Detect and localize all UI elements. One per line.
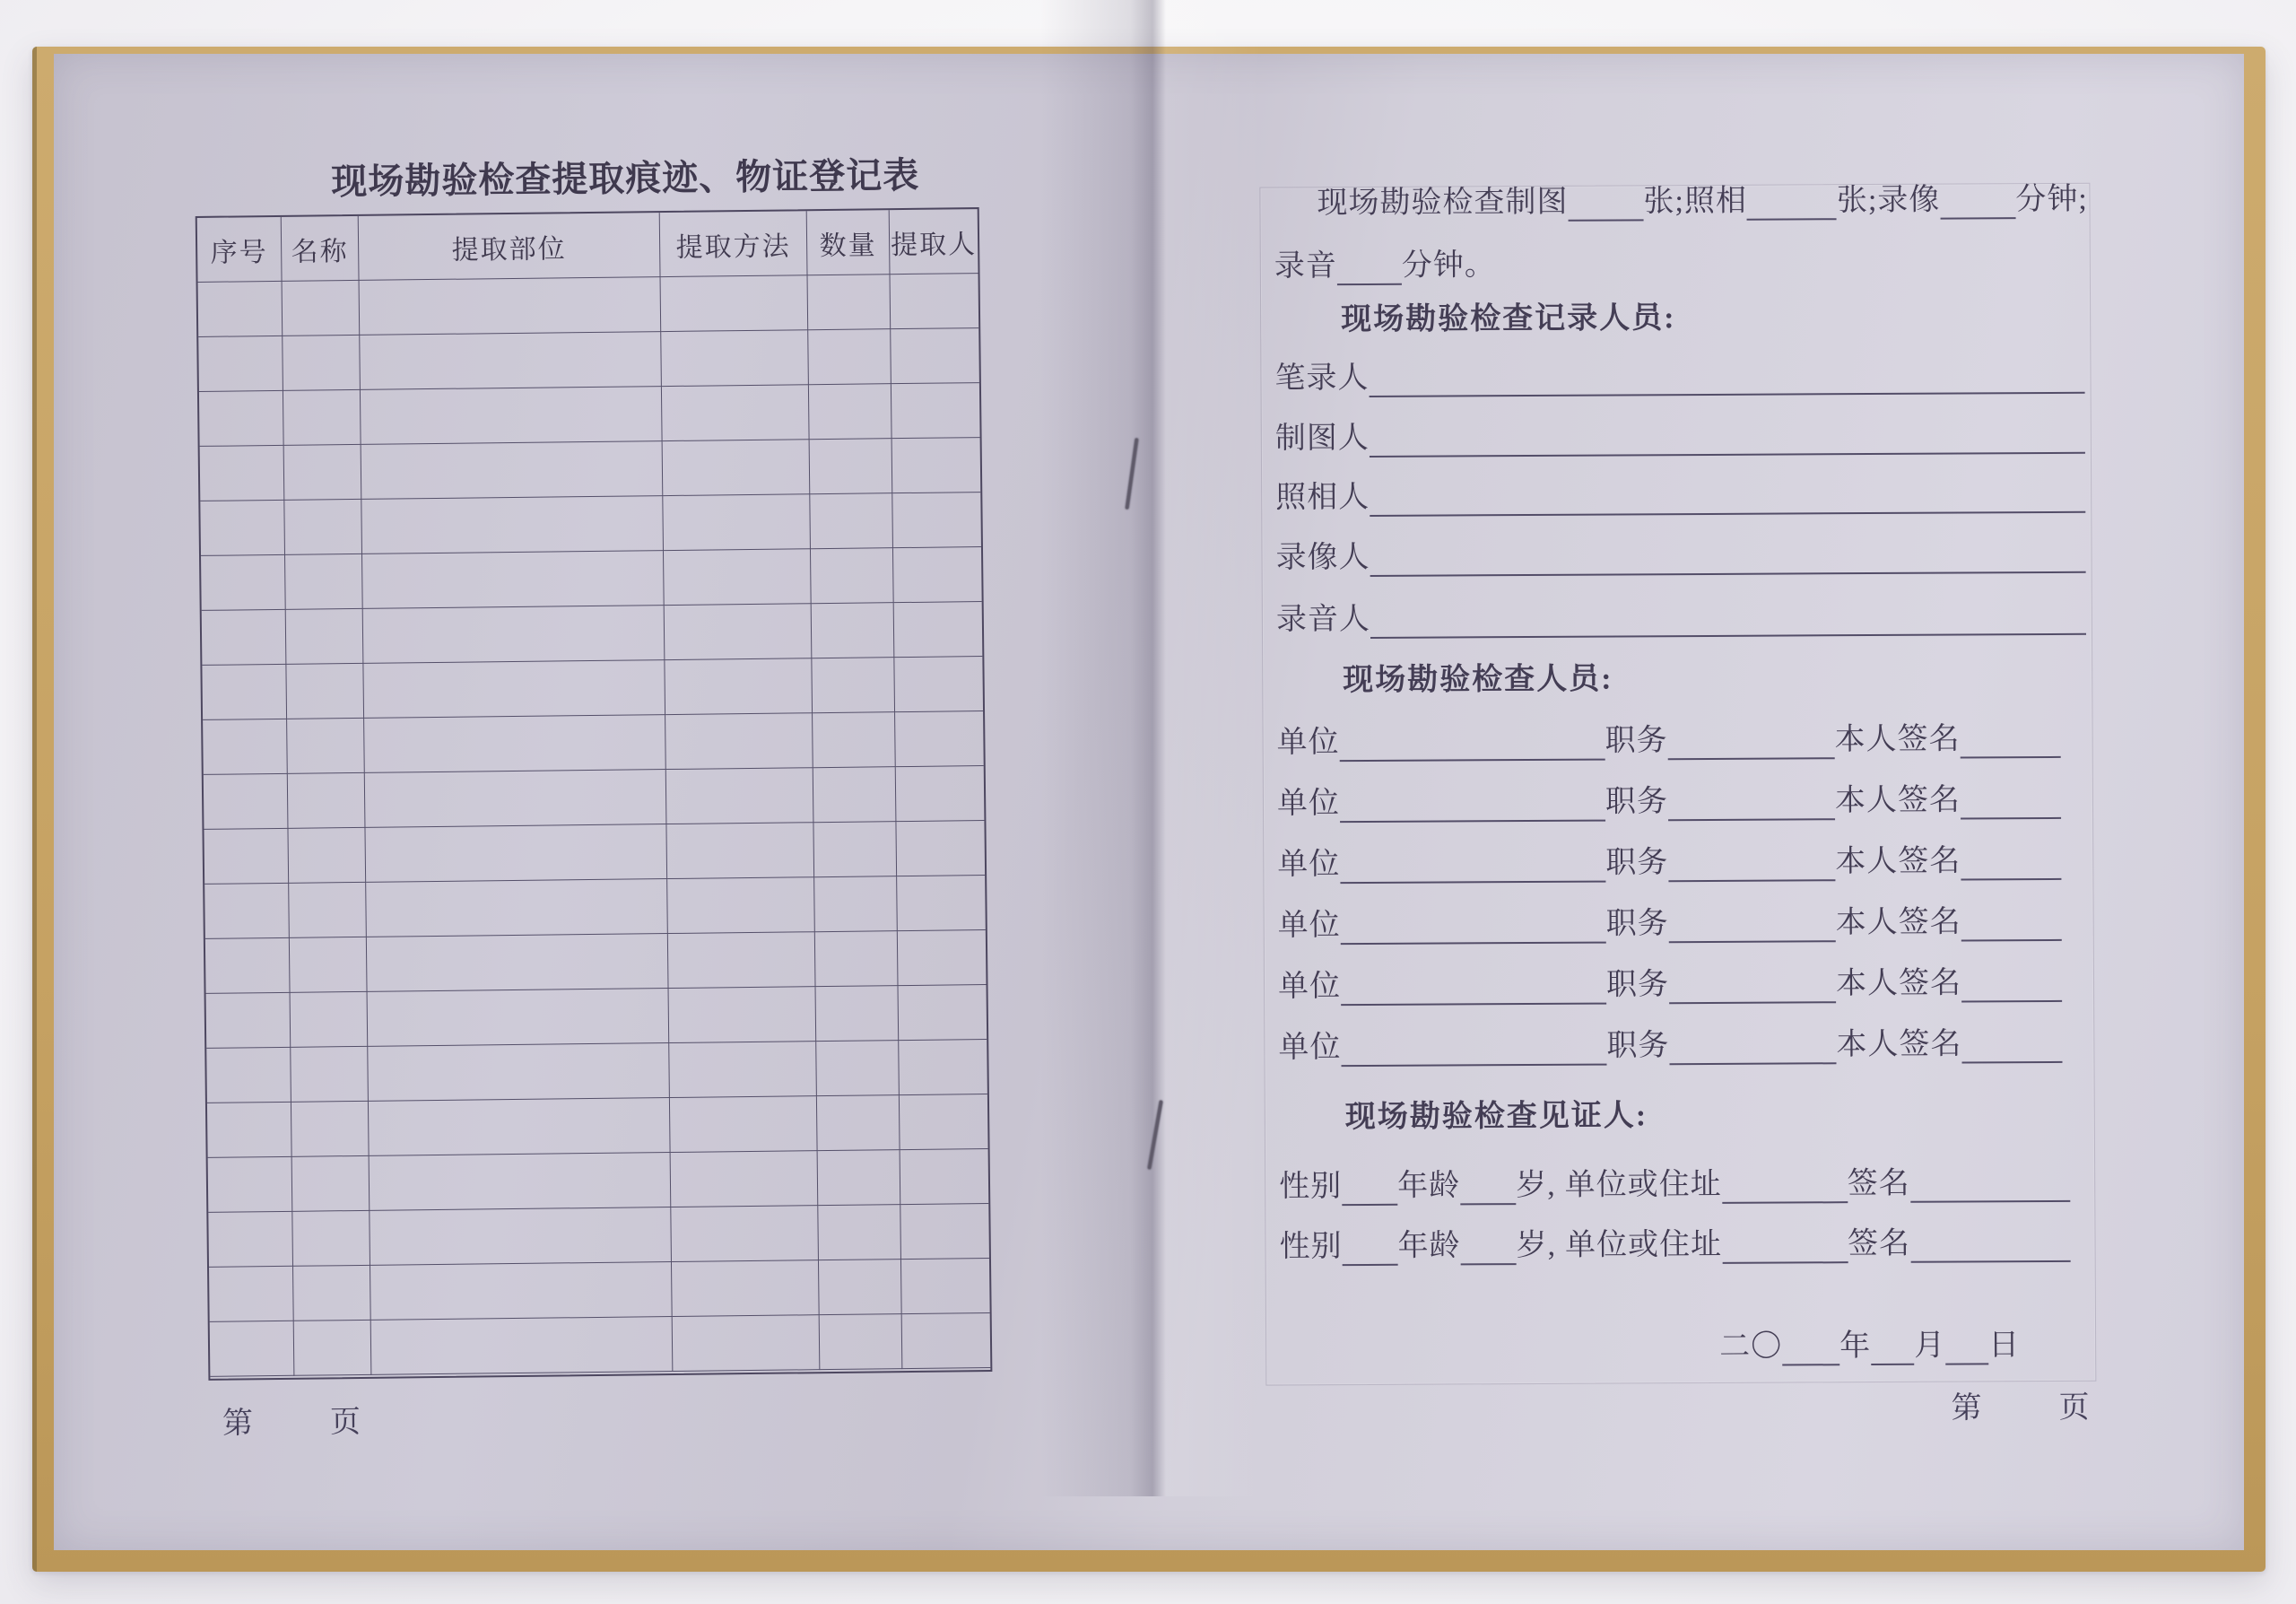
unit-label: 单位: [1278, 1031, 1342, 1065]
signature-label: 本人签名: [1835, 966, 1962, 1001]
blank-recorder-name: [1370, 479, 2085, 517]
media-line2-text: 分钟。: [1401, 248, 1496, 283]
table-header-cell: 数量: [807, 210, 891, 275]
blank-duty: [1669, 1030, 1836, 1065]
unit-label: 单位: [1276, 787, 1341, 821]
blank-duty: [1668, 725, 1835, 760]
page-title: 现场勘验检查提取痕迹、物证登记表: [331, 154, 920, 203]
right-page-number: [1951, 1382, 2091, 1427]
recorder-row-scribe: [1274, 356, 2084, 398]
blank-age: [1460, 1171, 1516, 1205]
recorder-label: 制图人: [1274, 421, 1370, 456]
blank-audio-minutes: [1337, 251, 1402, 285]
signature-label: 本人签名: [1834, 783, 1961, 818]
blank-photos-count: [1747, 186, 1837, 221]
recorders-heading: 现场勘验检查记录人员:: [1341, 301, 1676, 337]
duty-label: 职务: [1605, 785, 1669, 819]
blank-year: [1782, 1331, 1839, 1365]
table-header-cell: 提取方法: [660, 211, 808, 277]
page-number-suffix: 页: [329, 1405, 363, 1440]
blank-signature: [1961, 968, 2062, 1003]
blank-unit: [1341, 1032, 1606, 1068]
address-label: 单位或住址: [1564, 1167, 1722, 1202]
unit-label: 单位: [1277, 970, 1342, 1004]
media-line-text: 分钟;: [2015, 182, 2088, 217]
recorder-label: 照相人: [1275, 480, 1370, 515]
witnesses-heading: 现场勘验检查见证人:: [1344, 1099, 1648, 1135]
blank-duty: [1668, 847, 1835, 882]
sign-label: 签名: [1847, 1226, 1911, 1261]
blank-recorder-name: [1370, 539, 2085, 577]
date-year-label: 年: [1839, 1329, 1872, 1364]
blank-signature: [1961, 907, 2062, 942]
unit-label: 单位: [1276, 726, 1340, 760]
blank-duty: [1668, 786, 1835, 821]
media-line2-text: 录音: [1274, 249, 1337, 283]
unit-label: 单位: [1277, 909, 1341, 943]
inspector-row: [1277, 781, 2061, 824]
blank-sex: [1342, 1232, 1397, 1266]
duty-label: 职务: [1605, 846, 1669, 880]
blank-unit: [1341, 910, 1606, 946]
table-header-cell: 提取部位: [359, 213, 661, 281]
audio-minutes-line: [1274, 247, 1496, 285]
date-month-label: 月: [1914, 1329, 1946, 1363]
blank-recorder-name: [1370, 420, 2085, 458]
recorder-row-videographer: [1275, 536, 2085, 578]
media-counts-line: [1317, 181, 2088, 222]
blank-age: [1460, 1231, 1516, 1265]
signature-label: 本人签名: [1835, 844, 1961, 879]
signature-label: 本人签名: [1836, 1027, 1962, 1062]
table-header-cell: 提取人: [890, 209, 978, 275]
duty-label: 职务: [1605, 907, 1669, 941]
blank-signature: [1961, 846, 2061, 881]
blank-signature: [1961, 1029, 2062, 1064]
blank-unit: [1340, 849, 1605, 885]
blank-charts-count: [1568, 187, 1643, 221]
inspector-row: [1278, 1025, 2062, 1068]
witness-row: [1279, 1225, 2070, 1267]
date-era: 二〇: [1719, 1329, 1783, 1364]
duty-label: 职务: [1605, 968, 1670, 1002]
sign-label: 签名: [1847, 1166, 1910, 1201]
recorder-row-draftsman: [1275, 416, 2085, 458]
blank-recorder-name: [1369, 360, 2084, 397]
blank-address: [1722, 1229, 1848, 1264]
sui-label: 岁,: [1516, 1228, 1557, 1263]
age-label: 年龄: [1397, 1169, 1461, 1203]
duty-label: 职务: [1606, 1029, 1670, 1063]
sex-label: 性别: [1279, 1170, 1343, 1204]
blank-unit: [1341, 971, 1606, 1007]
page-number-suffix: 页: [2058, 1390, 2092, 1425]
address-label: 单位或住址: [1564, 1227, 1723, 1262]
media-line-text: 张;照相: [1643, 184, 1748, 219]
media-line-text: 现场勘验检查制图: [1317, 185, 1569, 221]
blank-witness-signature: [1910, 1168, 2070, 1203]
recorder-label: 录像人: [1275, 540, 1370, 575]
blank-signature: [1961, 785, 2061, 820]
blank-recorder-name: [1370, 601, 2086, 639]
blank-unit: [1340, 788, 1605, 824]
date-line: [1719, 1327, 2020, 1366]
witness-row: [1279, 1164, 2070, 1207]
blank-address: [1722, 1169, 1848, 1204]
blank-witness-signature: [1910, 1228, 2070, 1263]
blank-unit: [1340, 727, 1605, 763]
table-header-cell: 序号: [197, 217, 283, 283]
recorder-label: 录音人: [1275, 602, 1370, 637]
recorder-label: 笔录人: [1274, 361, 1370, 396]
page-number-prefix: 第: [222, 1407, 256, 1441]
blank-day: [1945, 1330, 1988, 1364]
blank-duty: [1669, 908, 1836, 943]
unit-label: 单位: [1277, 848, 1341, 882]
duty-label: 职务: [1605, 724, 1668, 758]
sex-label: 性别: [1279, 1230, 1343, 1264]
inspector-row: [1277, 720, 2061, 763]
date-day-label: 日: [1988, 1329, 2021, 1363]
inspector-row: [1278, 964, 2062, 1007]
blank-duty: [1669, 969, 1836, 1004]
table-header-cell: 名称: [282, 216, 360, 282]
inspector-row: [1277, 842, 2061, 885]
blank-month: [1871, 1331, 1914, 1365]
blank-sex: [1342, 1172, 1397, 1206]
page-number-prefix: 第: [1951, 1391, 1984, 1425]
recorder-row-audio: [1276, 597, 2086, 640]
media-line-text: 张;录像: [1836, 183, 1941, 218]
blank-signature: [1961, 724, 2061, 759]
signature-label: 本人签名: [1834, 722, 1961, 757]
inspectors-heading: 现场勘验检查人员:: [1343, 662, 1613, 698]
signature-label: 本人签名: [1835, 905, 1961, 940]
blank-video-minutes: [1940, 185, 2015, 219]
recorder-row-photographer: [1275, 475, 2085, 518]
sui-label: 岁,: [1516, 1168, 1556, 1203]
age-label: 年龄: [1397, 1229, 1461, 1263]
inspector-row: [1278, 903, 2062, 946]
